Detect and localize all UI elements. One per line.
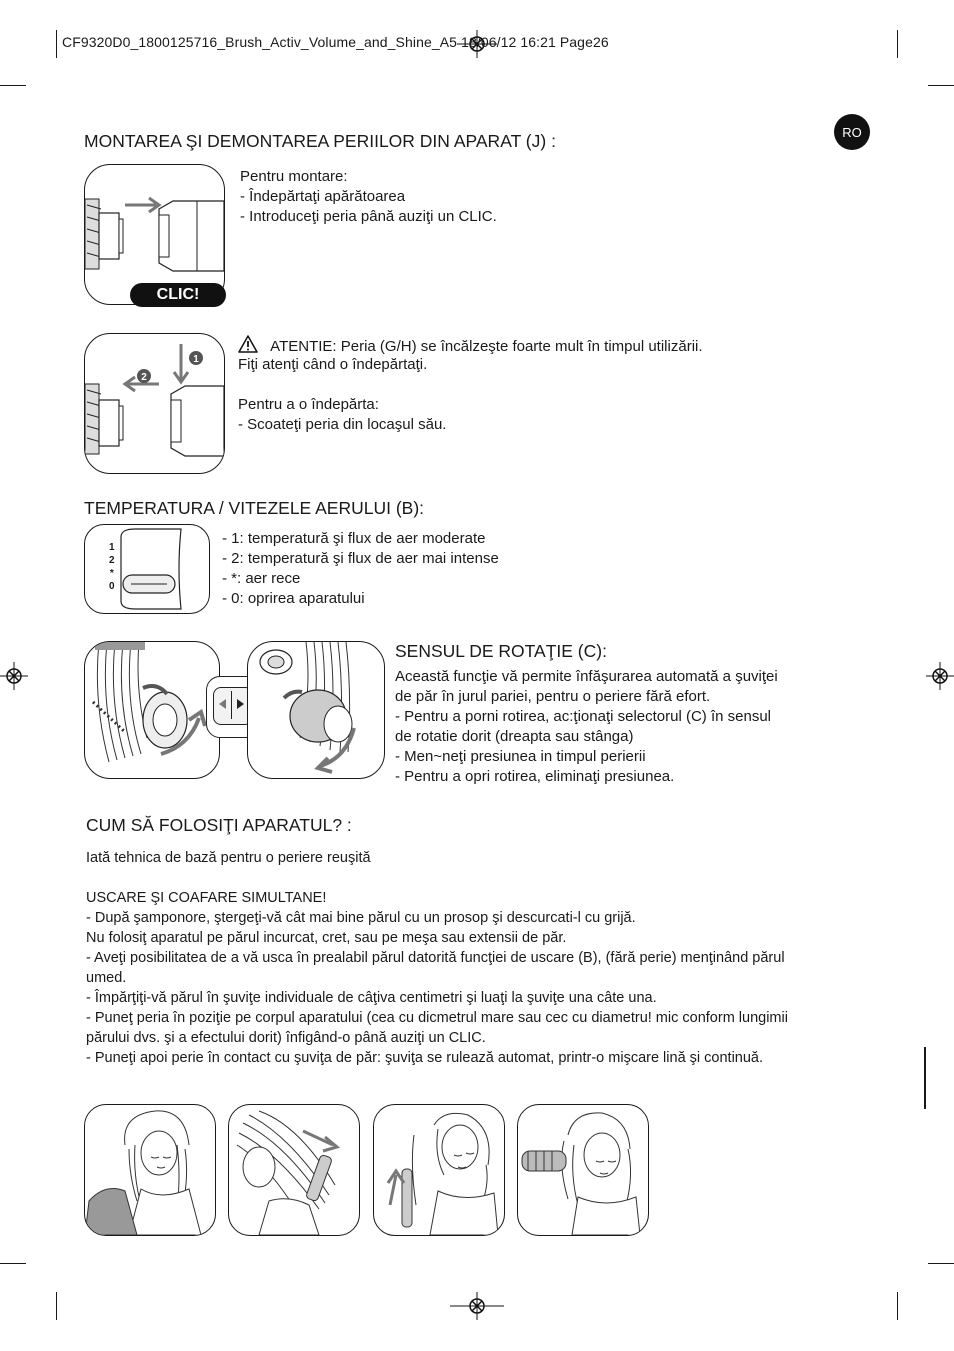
registration-mark-icon [0,662,28,690]
switch-label: 1 [109,542,115,553]
switch-label: 0 [109,581,115,592]
rotation-line: de rotatie dorit (dreapta sau stânga) [395,728,634,745]
usage-line: - După şamponore, ştergeţi-vă cât mai bine părul cu un prosop şi descurcati-l cu grijă. [86,910,636,926]
usage-line: părului dvs. şi a efectului dorit) înfigând-o până auziţi un CLIC. [86,1030,486,1046]
switch-label: 2 [109,555,115,566]
remove-line: Pentru a o îndepărta: [238,396,379,413]
usage-line: - Împărţiţi-vă părul în şuviţe individuale de câţiva centimetri şi luaţi la şuviţe una câte una. [86,990,657,1006]
remove-brush-illustration [84,333,225,474]
rotate-right-icon [237,699,244,709]
page-edge-mark [924,1047,926,1109]
brushing-illustration [517,1104,649,1236]
temperature-switch-illustration [84,524,210,614]
usage-line: umed. [86,970,127,986]
crop-mark [0,85,26,86]
crop-mark [56,1292,57,1320]
rotation-left-illustration [84,641,220,779]
usage-line: USCARE ŞI COAFARE SIMULTANE! [86,890,327,906]
crop-mark [56,30,57,58]
rotation-text [395,667,778,787]
clic-badge: CLIC! [130,283,226,307]
rotation-line: - Pentru a porni rotirea, ac:ţionaţi selectorul (C) în sensul [395,708,772,725]
temperature-line: - 2: temperatură şi flux de aer mai intense [222,550,499,567]
crop-mark [928,85,954,86]
mount-line: - Îndepărtaţi apărătoarea [240,188,406,205]
warning-line: Fiţi atenţi când o îndepărtaţi. [238,356,428,373]
warning-triangle-icon [238,335,258,353]
mounting-section-title: MONTAREA ŞI DEMONTAREA PERIILOR DIN APARAT (J) : [84,131,556,151]
warning-text [238,335,703,435]
step-1-marker: 1 [193,354,199,365]
usage-line: - Puneţi apoi perie în contact cu şuviţa de păr: şuviţa se rulează automat, printr-o mişcare lină şi continuă. [86,1050,764,1066]
mount-instructions [240,167,497,227]
registration-mark-icon [926,662,954,690]
rotation-section-title: SENSUL DE ROTAŢIE (C): [395,641,607,661]
rotate-left-icon [219,699,226,709]
detangle-illustration [228,1104,360,1236]
language-badge: RO [834,114,870,150]
usage-intro: Iată tehnica de bază pentru o periere reuşită [86,850,371,866]
rotation-line: de păr în jurul pariei, pentru o periere fără efort. [395,688,711,705]
crop-mark [897,30,898,58]
switch-label: * [109,568,114,579]
temperature-line: - *: aer rece [222,570,301,587]
rotation-right-illustration [247,641,385,779]
usage-line: Nu folosiţ aparatul pe părul incurcat, cret, sau pe meşa sau extensii de păr. [86,930,567,946]
warning-line: ATENTIE: Peria (G/H) se încălzeşte foarte mult în timpul utilizării. [270,338,703,355]
temperature-section-title: TEMPERATURA / VITEZELE AERULUI (B): [84,498,425,518]
rotation-line: - Men~neţi presiunea in timpul perierii [395,748,646,765]
step-2-marker: 2 [141,372,147,383]
usage-line: - Aveţi posibilitatea de a vă usca în prealabil părul datorită funcţiei de uscare (B), (fără perie) menţinând părul [86,950,785,966]
usage-section-title: CUM SĂ FOLOSIŢI APARATUL? : [86,815,352,835]
temperature-line: - 0: oprirea aparatului [222,590,365,607]
usage-line: - Puneţ peria în poziţie pe corpul aparatului (cea cu dicmetrul mare sau cec cu diametru! mic conform lungimii [86,1010,788,1026]
crop-mark [897,1292,898,1320]
usage-steps [86,888,788,1068]
rotation-line: - Pentru a opri rotirea, eliminaţi presiunea. [395,768,675,785]
remove-line: - Scoateţi peria din locaşul său. [238,416,447,433]
towel-dry-illustration [84,1104,216,1236]
temperature-list [222,529,499,609]
crop-mark [928,1263,954,1264]
mount-line: Pentru montare: [240,168,348,185]
sectioning-illustration [373,1104,505,1236]
mount-line: - Introduceţi peria până auziţi un CLIC. [240,208,497,225]
temperature-line: - 1: temperatură şi flux de aer moderate [222,530,486,547]
rotation-line: Această funcţie vă permite înfăşurarea automată a şuviţei [395,668,778,685]
crop-mark [0,1263,26,1264]
print-file-header: CF9320D0_1800125716_Brush_Activ_Volume_and_Shine_A5 18/06/12 16:21 Page26 [62,34,609,50]
registration-mark-icon [450,1292,504,1320]
